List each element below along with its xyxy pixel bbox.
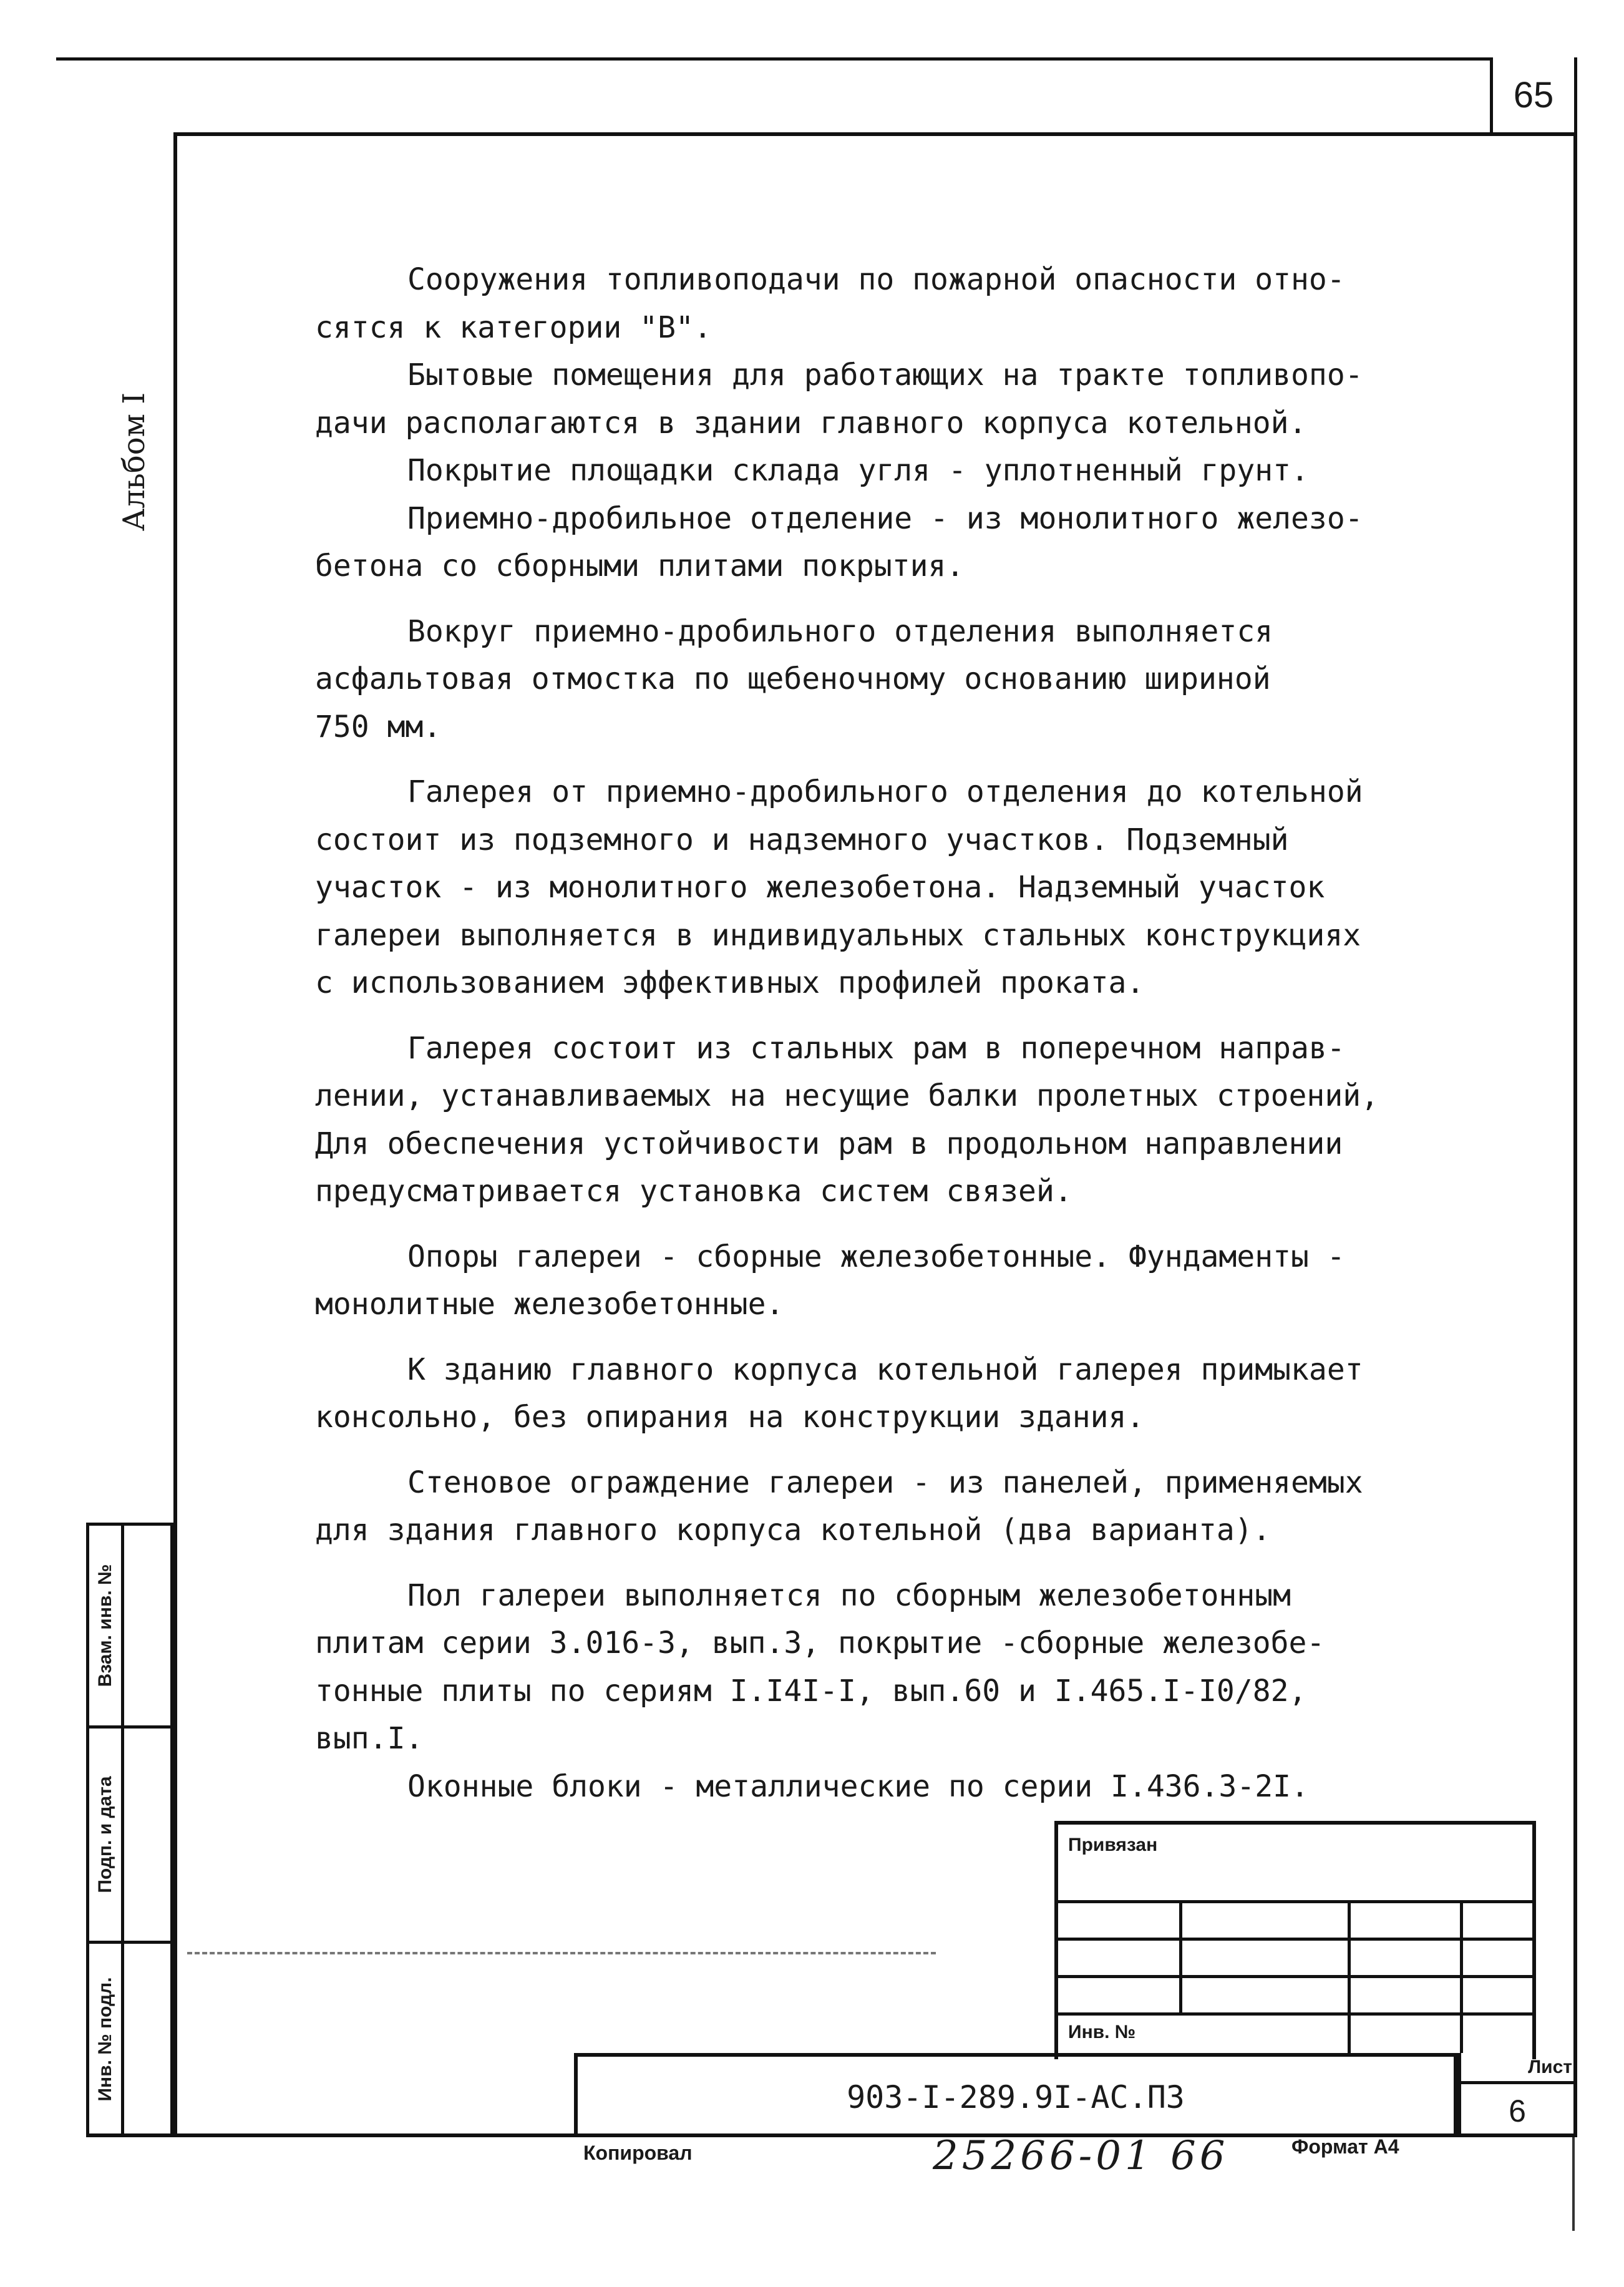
paragraph: К зданию главного корпуса котельной галерея примыкает консольно, без опирания на конструкции здания. <box>315 1352 1363 1435</box>
sheet-number: 6 <box>1509 2093 1526 2129</box>
paragraph: Пол галереи выполняется по сборным железобетонным плитам серии 3.016-3, вып.3, покрытие -сборные железобе- тонные плиты по сериям I.I4I-I, вып.60 и I.465.I-I0/82, вып.I. <box>315 1577 1325 1756</box>
dashed-line <box>187 1952 936 1954</box>
side-stamp-cell-replacement <box>89 1526 124 1725</box>
side-stamp-label: Инв. № подл. <box>94 1976 115 2102</box>
top-rule <box>56 57 1490 61</box>
copied-label: Копировал <box>583 2142 693 2164</box>
side-stamp-label: Подп. и дата <box>94 1776 115 1893</box>
page-number: 65 <box>1490 57 1577 132</box>
album-label-text: Альбом I <box>117 392 152 532</box>
handwritten-number: 25266-01 66 <box>933 2133 1229 2179</box>
paragraph: Галерея состоит из стальных рам в поперечном направ- лении, устанавливаемых на несущие балки пролетных строений, Для обеспечения устойчивости рам в продольном направлении предусматривается установка систем связей. <box>315 1030 1379 1209</box>
album-label <box>97 368 172 555</box>
paragraph: Галерея от приемно-дробильного отделения до котельной состоит из подземного и надземного участков. Подземный участок - из монолитного железобетона. Надземный участок галереи выполняется в индивидуальных стальных конструкциях с использованием эффективных профилей проката. <box>315 774 1363 1000</box>
inventory-number-label: Инв. № <box>1068 2022 1136 2042</box>
paragraph: Вокруг приемно-дробильного отделения выполняется асфальтовая отмостка по щебеночному основанию шириной 750 мм. <box>315 613 1273 744</box>
right-edge-line <box>1572 2137 1575 2231</box>
paragraph: Стеновое ограждение галереи - из панелей, применяемых для здания главного корпуса котельной (два варианта). <box>315 1465 1363 1548</box>
document-designation: 903-I-289.9I-АС.ПЗ <box>574 2053 1457 2137</box>
paragraph: Сооружения топливоподачи по пожарной опасности отно- сятся к категории "В". <box>315 262 1345 345</box>
side-stamp-cell-original <box>89 1944 124 2134</box>
title-block-rule <box>1054 2012 1536 2016</box>
paragraph: Оконные блоки - металлические по серии I.436.3-2I. <box>407 1768 1309 1804</box>
title-block-divider <box>1460 1900 1463 2053</box>
paragraph: Покрытие площадки склада угля - уплотненный грунт. <box>407 453 1309 488</box>
title-block-rule <box>1054 1900 1536 1903</box>
privyazan-label: Привязан <box>1068 1835 1158 1855</box>
side-stamp <box>86 1523 173 2137</box>
paragraph: Приемно-дробильное отделение - из монолитного железо- бетона со сборными плитами покрытия. <box>315 500 1363 583</box>
bottom-rule <box>86 2133 585 2137</box>
title-block-divider <box>1348 1900 1351 2053</box>
document-body <box>315 256 1469 1810</box>
side-stamp-label: Взам. инв. № <box>94 1564 115 1687</box>
title-block-divider <box>1179 1900 1182 2016</box>
format-label: Формат А4 <box>1291 2135 1399 2158</box>
title-block-rule <box>1054 1975 1536 1978</box>
sheet-label: Лист <box>1457 2053 1577 2084</box>
side-stamp-cell-signature <box>89 1729 124 1941</box>
paragraph: Бытовые помещения для работающих на тракте топливопо- дачи располагаются в здании главного корпуса котельной. <box>315 358 1363 441</box>
paragraph: Опоры галереи - сборные железобетонные. Фундаменты - монолитные железобетонные. <box>315 1239 1345 1322</box>
title-block-rule <box>1054 1938 1536 1941</box>
